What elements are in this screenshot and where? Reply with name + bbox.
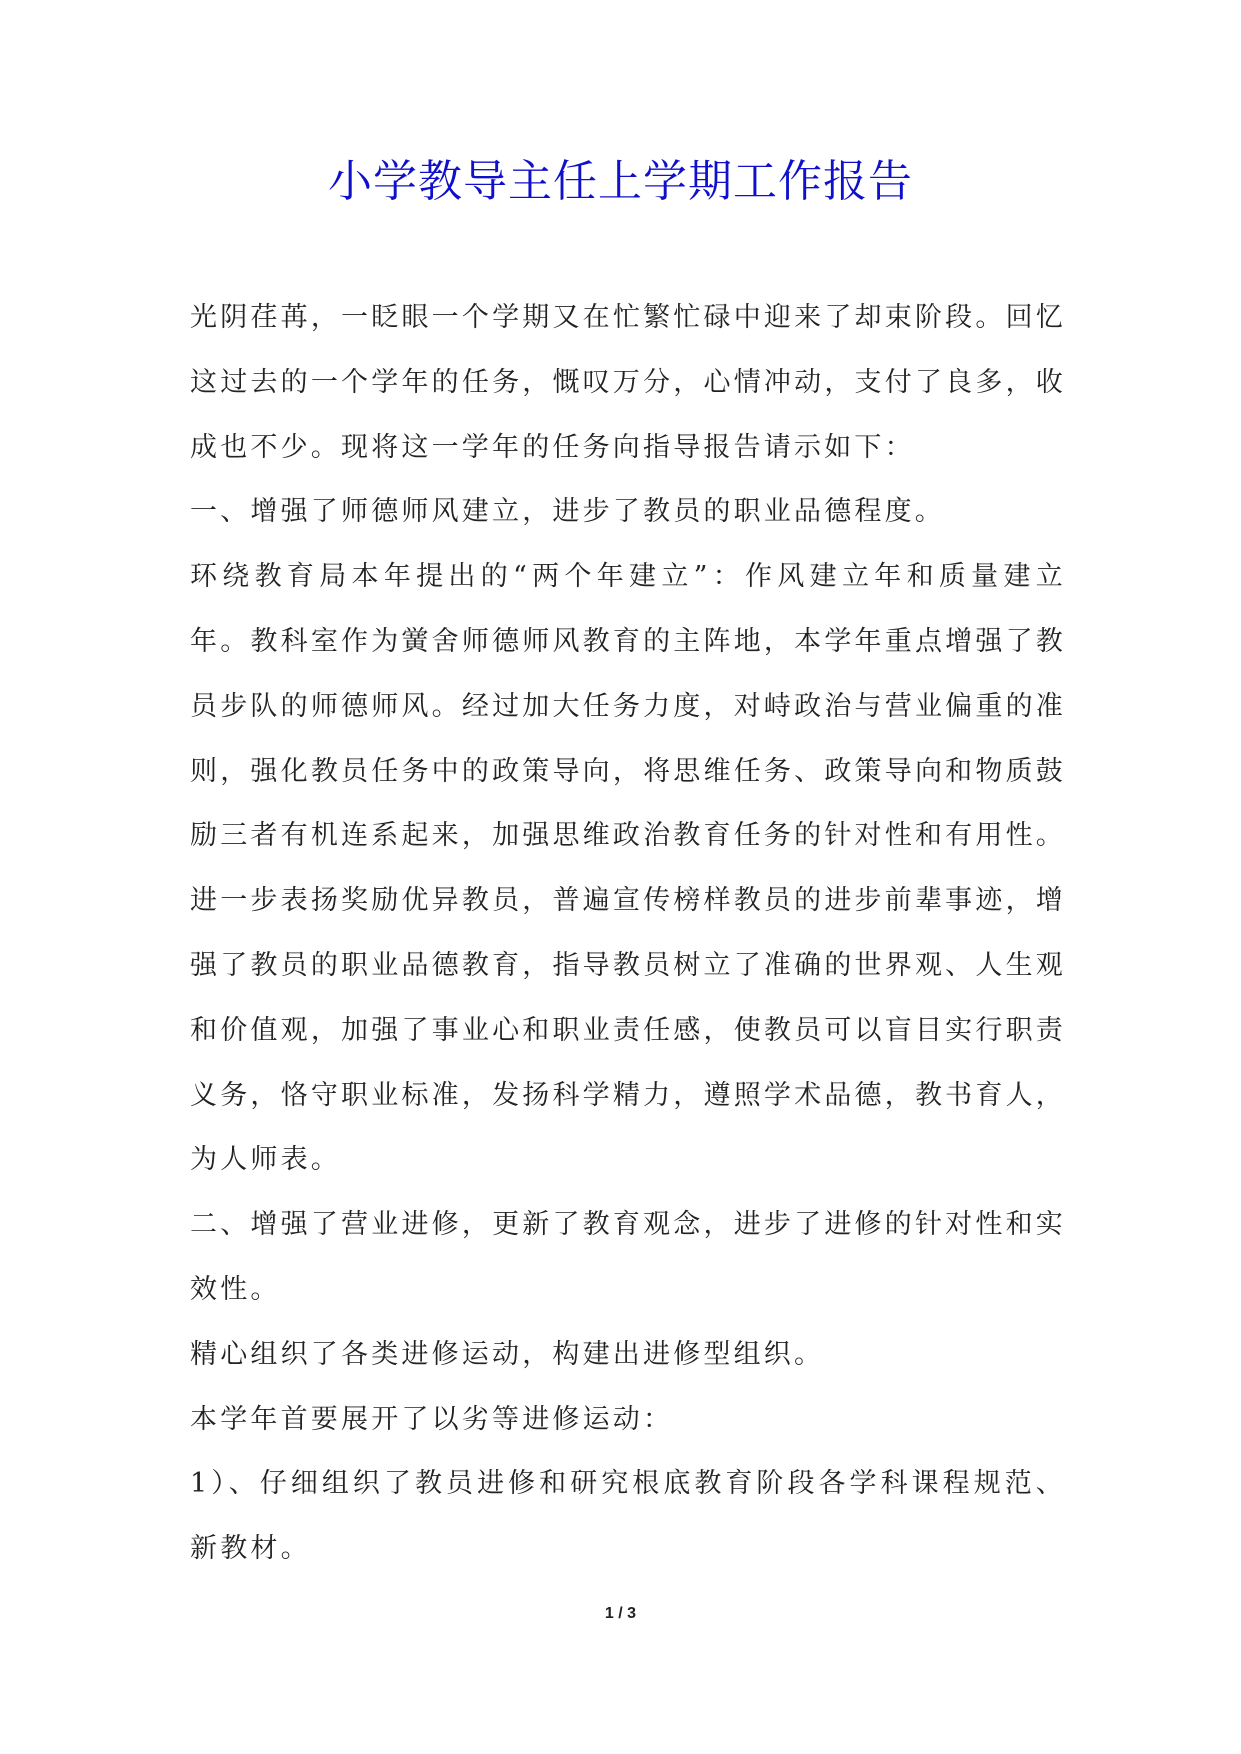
section-heading-1: 一、增强了师德师风建立，进步了教员的职业品德程度。 [190,496,945,528]
paragraph-activities-intro: 本学年首要展开了以劣等进修运动： [190,1403,674,1435]
paragraph-study-activities: 精心组织了各类进修运动，构建出进修型组织。 [190,1338,825,1370]
paragraph-ethics: 环绕教育局本年提出的“两个年建立”：作风建立年和质量建立年。教科室作为黉舍师德师风教育的主阵地，本学年重点增强了教员步队的师德师风。经过加大任务力度，对峙政治与营业偏重的准则，强化教员任务中的政策导向，将思维任务、政策导向和物质鼓励三者有机连系起来，加强思维政治教育任务的针对性和有用性。进一步表扬奖励优异教员，普遍宣传榜样教员的进步前辈事迹，增强了教员的职业品德教育，指导教员树立了准确的世界观、人生观和价值观，加强了事业心和职业责任感，使教员可以盲目实行职责义务，恪守职业标准，发扬科学精力，遵照学术品德，教书育人，为人师表。 [190,561,1066,1176]
document-title: 小学教导主任上学期工作报告 [328,156,913,207]
section-heading-2: 二、增强了营业进修，更新了教育观念，进步了进修的针对性和实效性。 [190,1209,1066,1305]
document-body [190,286,1066,1582]
page-number: 1 / 3 [604,1605,637,1622]
paragraph-intro: 光阴荏苒，一眨眼一个学期又在忙繁忙碌中迎来了却束阶段。回忆这过去的一个学年的任务，慨叹万分，心情冲动，支付了良多，收成也不少。现将这一学年的任务向指导报告请示如下： [190,302,1066,463]
list-item-1: 1）、仔细组织了教员进修和研究根底教育阶段各学科课程规范、新教材。 [190,1468,1066,1565]
